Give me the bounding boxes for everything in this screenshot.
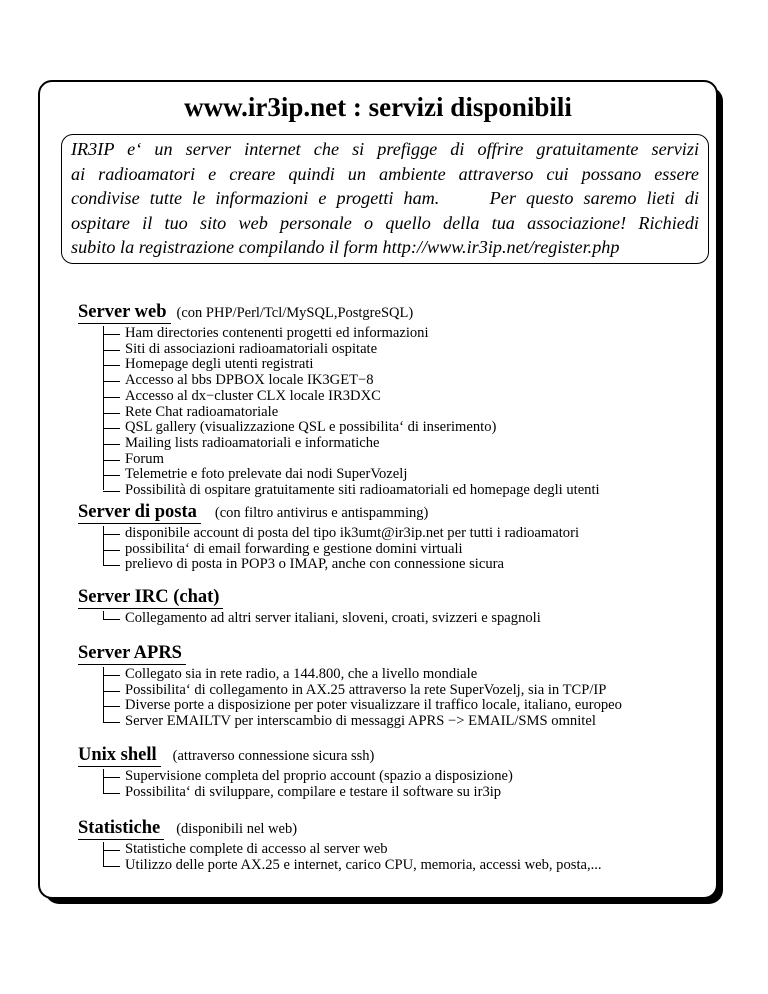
list-item: Possibilità di ospitare gratuitamente siti radioamatoriali ed homepage degli utenti — [103, 483, 600, 499]
list-item: Diverse porte a disposizione per poter visualizzare il traffico locale, italiano, europeo — [103, 698, 622, 714]
intro-line: condivise tutte le informazioni e progetti ham. Per questo saremo lieti di — [71, 188, 699, 208]
intro-line: IR3IP e‘ un server internet che si prefigge di offrire gratuitamente servizi — [71, 139, 699, 159]
list-item: Statistiche complete di accesso al server web — [103, 842, 602, 858]
intro-line: ospitare il tuo sito web personale o quello della tua associazione! Richiedi — [71, 212, 699, 233]
list-item: possibilita‘ di email forwarding e gestione domini virtuali — [103, 542, 579, 558]
list-item: Mailing lists radioamatoriali e informatiche — [103, 436, 600, 452]
list-item: prelievo di posta in POP3 o IMAP, anche con connessione sicura — [103, 557, 579, 573]
list-item: Possibilita‘ di collegamento in AX.25 attraverso la rete SuperVozelj, sia in TCP/IP — [103, 683, 622, 699]
list-item: Homepage degli utenti registrati — [103, 357, 600, 373]
list-item: Possibilita‘ di sviluppare, compilare e testare il software su ir3ip — [103, 785, 513, 801]
list-item: QSL gallery (visualizzazione QSL e possibilita‘ di inserimento) — [103, 420, 600, 436]
list-item: Collegamento ad altri server italiani, sloveni, croati, svizzeri e spagnoli — [103, 611, 541, 627]
section-subtitle: (con PHP/Perl/Tcl/MySQL,PostgreSQL) — [176, 305, 414, 321]
list-item: Accesso al bbs DPBOX locale IK3GET−8 — [103, 373, 600, 389]
section-statistiche — [78, 818, 602, 873]
section-title: Statistiche — [78, 818, 164, 840]
section-subtitle: (con filtro antivirus e antispamming) — [214, 505, 429, 521]
section-title: Server IRC (chat) — [78, 587, 223, 609]
list-item: Supervisione completa del proprio account (spazio a disposizione) — [103, 769, 513, 785]
section-title: Server web — [78, 302, 171, 324]
section-title: Server di posta — [78, 502, 201, 524]
section-title: Unix shell — [78, 745, 161, 767]
section-server-web — [78, 302, 600, 499]
list-item: Rete Chat radioamatoriale — [103, 405, 600, 421]
intro-line: subito la registrazione compilando il form http://www.ir3ip.net/register.php — [71, 237, 620, 257]
list-item: Ham directories contenenti progetti ed informazioni — [103, 326, 600, 342]
item-tree — [103, 526, 579, 573]
section-title: Server APRS — [78, 643, 186, 665]
list-item: Telemetrie e foto prelevate dai nodi SuperVozelj — [103, 467, 600, 483]
item-tree — [103, 769, 513, 800]
list-item: Accesso al dx−cluster CLX locale IR3DXC — [103, 389, 600, 405]
item-tree — [103, 611, 541, 627]
page-title: www.ir3ip.net : servizi disponibili — [184, 92, 572, 122]
list-item: Utilizzo delle porte AX.25 e internet, carico CPU, memoria, accessi web, posta,... — [103, 858, 602, 874]
section-subtitle: (disponibili nel web) — [176, 821, 298, 837]
section-subtitle: (attraverso connessione sicura ssh) — [172, 748, 375, 764]
intro-line: ai radioamatori e creare quindi un ambiente attraverso cui possano essere — [71, 163, 699, 184]
section-server-aprs — [78, 643, 622, 730]
item-tree — [103, 326, 600, 499]
item-tree — [103, 842, 602, 873]
list-item: Collegato sia in rete radio, a 144.800, che a livello mondiale — [103, 667, 622, 683]
intro-box — [61, 134, 709, 264]
section-unix-shell — [78, 745, 513, 800]
section-server-irc — [78, 587, 541, 627]
list-item: Siti di associazioni radioamatoriali ospitate — [103, 342, 600, 358]
list-item: disponibile account di posta del tipo ik3umt@ir3ip.net per tutti i radioamatori — [103, 526, 579, 542]
section-server-posta — [78, 502, 579, 573]
list-item: Server EMAILTV per interscambio di messaggi APRS −> EMAIL/SMS omnitel — [103, 714, 622, 730]
list-item: Forum — [103, 452, 600, 468]
item-tree — [103, 667, 622, 730]
flyer-frame — [38, 80, 718, 899]
